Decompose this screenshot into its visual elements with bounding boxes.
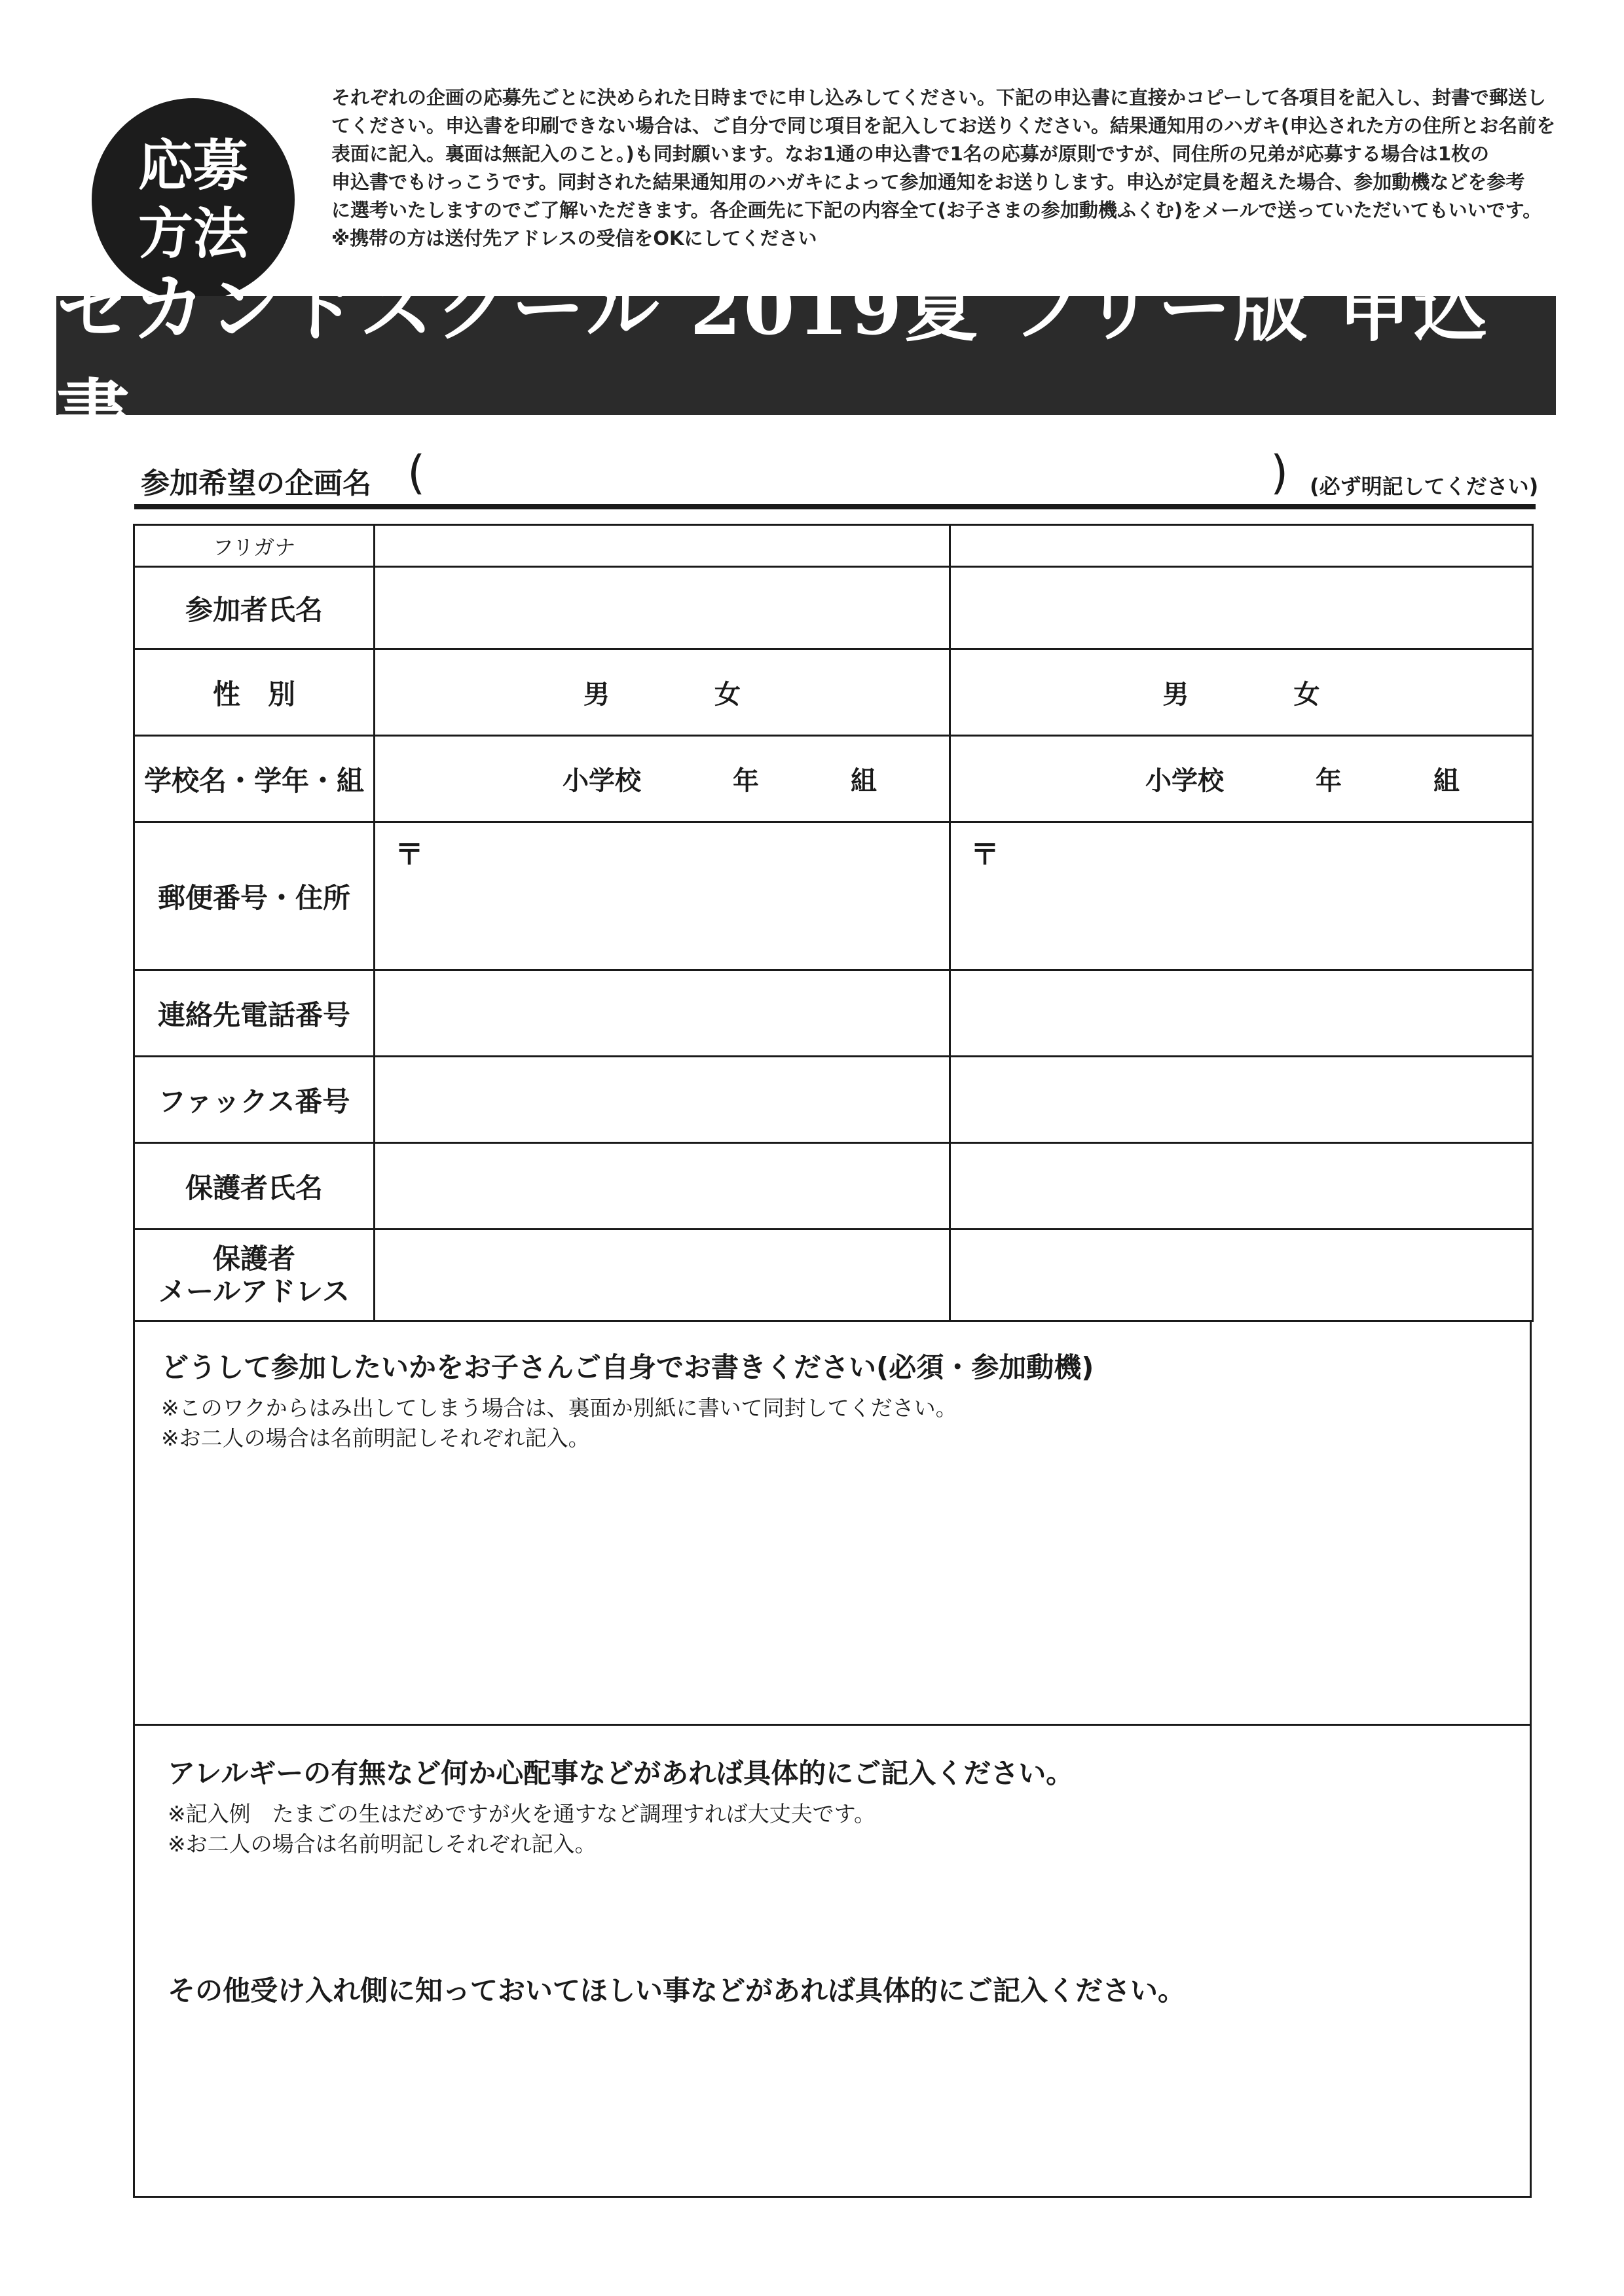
project-name-label: 参加希望の企画名 (141, 467, 371, 500)
female-option[interactable]: 女 (714, 680, 741, 710)
motivation-note-1: ※このワクからはみ出してしまう場合は、裏面か別紙に書いて同封してください。 (161, 1395, 957, 1421)
fax-label: ファックス番号 (134, 1057, 375, 1143)
form-title-banner (56, 266, 1556, 457)
fax-row (134, 1057, 1533, 1143)
postal-mark-icon: 〒 (970, 838, 999, 871)
phone-label: 連絡先電話番号 (134, 970, 375, 1057)
allergy-title: アレルギーの有無など何か心配事などがあれば具体的にご記入ください。 (168, 1757, 1074, 1789)
grade-text: 年 (1316, 766, 1342, 796)
motivation-title: どうして参加したいかをお子さんご自身でお書きください(必須・参加動機) (161, 1351, 1094, 1383)
female-option[interactable]: 女 (1293, 680, 1320, 710)
application-instructions (331, 84, 1562, 253)
furigana-row (134, 525, 1533, 567)
class-text: 組 (1433, 766, 1460, 796)
project-required-note: (必ず明記してください) (1310, 474, 1539, 499)
phone-field-2[interactable] (950, 970, 1533, 1057)
name-row (134, 567, 1533, 649)
form-title: セカンドスクール 2019夏 フリー版 申込書 (56, 266, 1490, 457)
sex-row (134, 649, 1533, 736)
email-label-line2: メールアドレス (158, 1275, 350, 1307)
school-label: 学校名・学年・組 (134, 736, 375, 822)
email-row (134, 1230, 1533, 1321)
other-title: その他受け入れ側に知っておいてほしい事などがあれば具体的にご記入ください。 (168, 1975, 1186, 2007)
guardian-name-field-1[interactable] (375, 1143, 950, 1230)
project-underline (134, 504, 1536, 509)
school-row (134, 736, 1533, 822)
motivation-note-2: ※お二人の場合は名前明記しそれぞれ記入。 (161, 1425, 590, 1451)
badge-line2: 方法 (138, 202, 248, 266)
open-paren: ( (407, 446, 426, 500)
allergy-box[interactable] (133, 1724, 1532, 2198)
fax-field-1[interactable] (375, 1057, 950, 1143)
class-text: 組 (851, 766, 877, 796)
guardian-email-label (134, 1230, 375, 1321)
address-row (134, 822, 1533, 970)
elementary-school-text: 小学校 (563, 766, 641, 796)
sex-field-1[interactable] (375, 649, 950, 736)
instruction-line: てください。申込書を印刷できない場合は、ご自分で同じ項目を記入してお送りください。結果通知用のハガキ(申込された方の住所とお名前を (331, 115, 1556, 137)
school-field-2[interactable] (950, 736, 1533, 822)
sex-label: 性 別 (134, 649, 375, 736)
badge-line1: 応募 (138, 134, 248, 198)
address-field-2[interactable] (950, 822, 1533, 970)
instruction-line: 申込書でもけっこうです。同封された結果通知用のハガキによって参加通知をお送りします。申込が定員を超えた場合、参加動機などを参考 (331, 171, 1525, 193)
instruction-line: それぞれの企画の応募先ごとに決められた日時までに申し込みしてください。下記の申込書に直接かコピーして各項目を記入し、封書で郵送し (331, 86, 1546, 109)
motivation-box[interactable] (133, 1320, 1532, 1726)
instruction-line: に選考いたしますのでご了解いただきます。各企画先に下記の内容全て(お子さまの参加動機ふくむ)をメールで送っていただいてもいいです。 (331, 199, 1542, 221)
allergy-note-2: ※お二人の場合は名前明記しそれぞれ記入。 (168, 1831, 597, 1857)
male-option[interactable]: 男 (583, 680, 610, 710)
sex-field-2[interactable] (950, 649, 1533, 736)
instruction-line: 表面に記入。裏面は無記入のこと。)も同封願います。なお1通の申込書で1名の応募が原則ですが、同住所の兄弟が応募する場合は1枚の (331, 143, 1489, 165)
phone-row (134, 970, 1533, 1057)
allergy-note-1: ※記入例 たまごの生はだめですが火を通すなど調理すれば大丈夫です。 (168, 1801, 876, 1827)
grade-text: 年 (733, 766, 759, 796)
guardian-email-field-2[interactable] (950, 1230, 1533, 1321)
applicant-table (133, 524, 1534, 1322)
address-label: 郵便番号・住所 (134, 822, 375, 970)
participant-name-field-2[interactable] (950, 567, 1533, 649)
guardian-name-label: 保護者氏名 (134, 1143, 375, 1230)
guardian-email-field-1[interactable] (375, 1230, 950, 1321)
participant-name-label: 参加者氏名 (134, 567, 375, 649)
phone-field-1[interactable] (375, 970, 950, 1057)
elementary-school-text: 小学校 (1145, 766, 1224, 796)
participant-name-field-1[interactable] (375, 567, 950, 649)
guardian-name-field-2[interactable] (950, 1143, 1533, 1230)
school-field-1[interactable] (375, 736, 950, 822)
furigana-field-2[interactable] (950, 525, 1533, 567)
address-field-1[interactable] (375, 822, 950, 970)
email-label-line1: 保護者 (212, 1242, 295, 1275)
fax-field-2[interactable] (950, 1057, 1533, 1143)
close-paren: ) (1270, 446, 1289, 500)
furigana-field-1[interactable] (375, 525, 950, 567)
guardian-row (134, 1143, 1533, 1230)
instruction-line: ※携帯の方は送付先アドレスの受信をOKにしてください (331, 227, 817, 249)
postal-mark-icon: 〒 (395, 838, 424, 871)
furigana-label: フリガナ (134, 525, 375, 567)
male-option[interactable]: 男 (1162, 680, 1189, 710)
